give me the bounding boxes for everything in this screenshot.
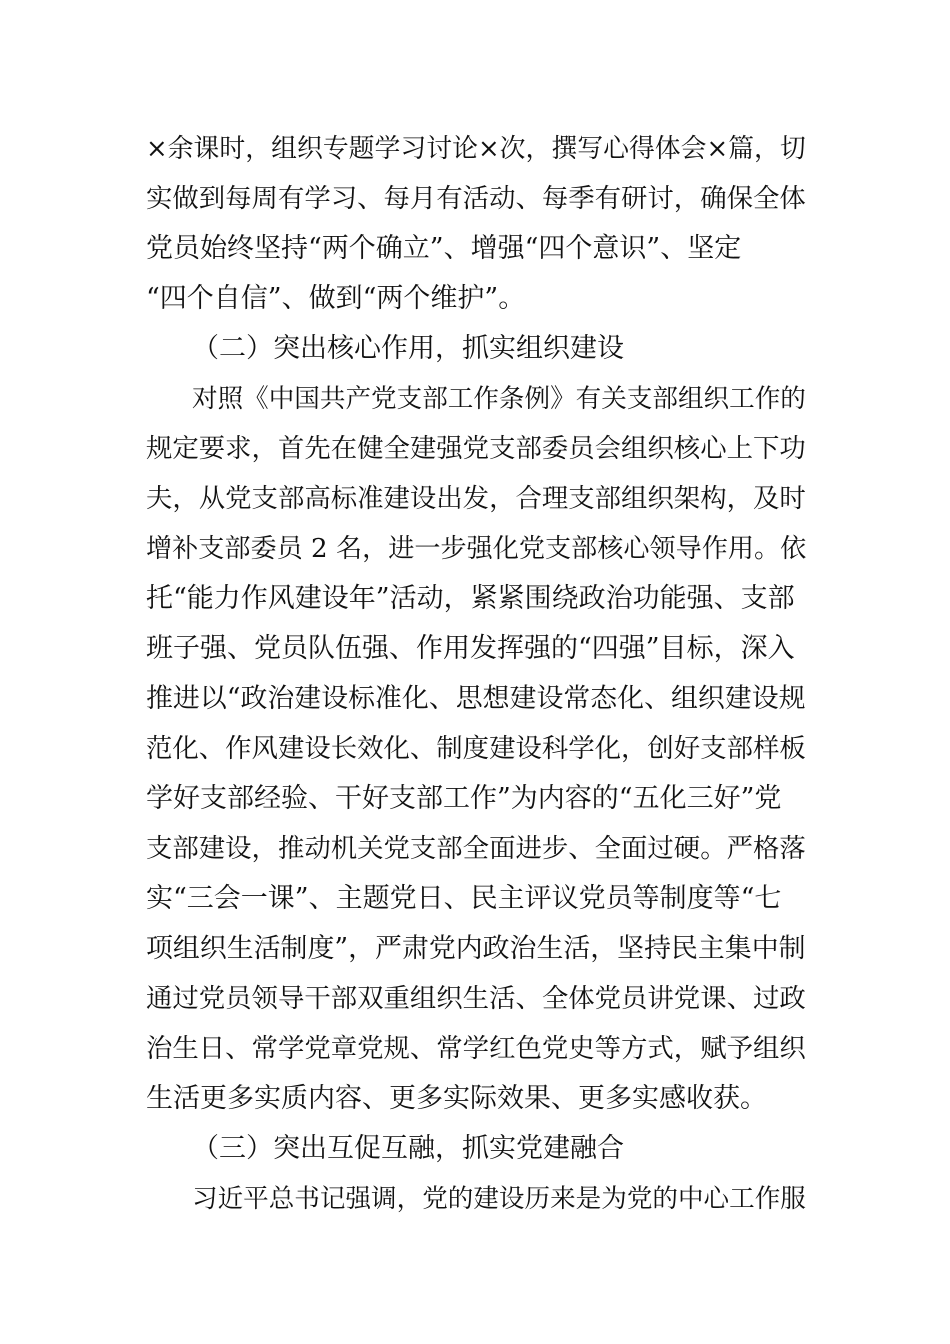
text-line: 实做到每周有学习、每月有活动、每季有研讨，确保全体 bbox=[146, 183, 806, 214]
text-line: 治生日、常学党章党规、常学红色党史等方式，赋予组织 bbox=[146, 1033, 806, 1064]
section-heading: （三）突出互促互融，抓实党建融合 bbox=[192, 1133, 624, 1164]
text-line: 规定要求，首先在健全建强党支部委员会组织核心上下功 bbox=[146, 433, 806, 464]
text-line: 班子强、党员队伍强、作用发挥强的“四强”目标，深入 bbox=[146, 633, 795, 664]
text-line: 项组织生活制度”，严肃党内政治生活，坚持民主集中制 bbox=[146, 933, 806, 964]
text-line: 推进以“政治建设标准化、思想建设常态化、组织建设规 bbox=[146, 683, 806, 714]
text-line: 支部建设，推动机关党支部全面进步、全面过硬。严格落 bbox=[146, 833, 806, 864]
text-line: 夫，从党支部高标准建设出发，合理支部组织架构，及时 bbox=[146, 483, 806, 514]
section-heading: （二）突出核心作用，抓实组织建设 bbox=[192, 333, 624, 364]
text-line: 对照《中国共产党支部工作条例》有关支部组织工作的 bbox=[192, 384, 806, 414]
text-line: 党员始终坚持“两个确立”、增强“四个意识”、坚定 bbox=[146, 233, 742, 264]
text-line: 范化、作风建设长效化、制度建设科学化，创好支部样板 bbox=[146, 733, 806, 764]
text-line: 实“三会一课”、主题党日、民主评议党员等制度等“七 bbox=[146, 883, 782, 914]
text-line: 通过党员领导干部双重组织生活、全体党员讲党课、过政 bbox=[146, 983, 806, 1014]
text-line: 增补支部委员 2 名，进一步强化党支部核心领导作用。依 bbox=[146, 534, 807, 564]
text-line: ×余课时，组织专题学习讨论×次，撰写心得体会×篇，切 bbox=[146, 134, 806, 164]
text-line: “四个自信”、做到“两个维护”。 bbox=[146, 283, 526, 314]
text-line: 生活更多实质内容、更多实际效果、更多实感收获。 bbox=[146, 1083, 767, 1114]
text-line: 学好支部经验、干好支部工作”为内容的“五化三好”党 bbox=[146, 783, 782, 814]
text-line: 托“能力作风建设年”活动，紧紧围绕政治功能强、支部 bbox=[146, 583, 795, 614]
text-line: 习近平总书记强调，党的建设历来是为党的中心工作服 bbox=[192, 1184, 806, 1214]
